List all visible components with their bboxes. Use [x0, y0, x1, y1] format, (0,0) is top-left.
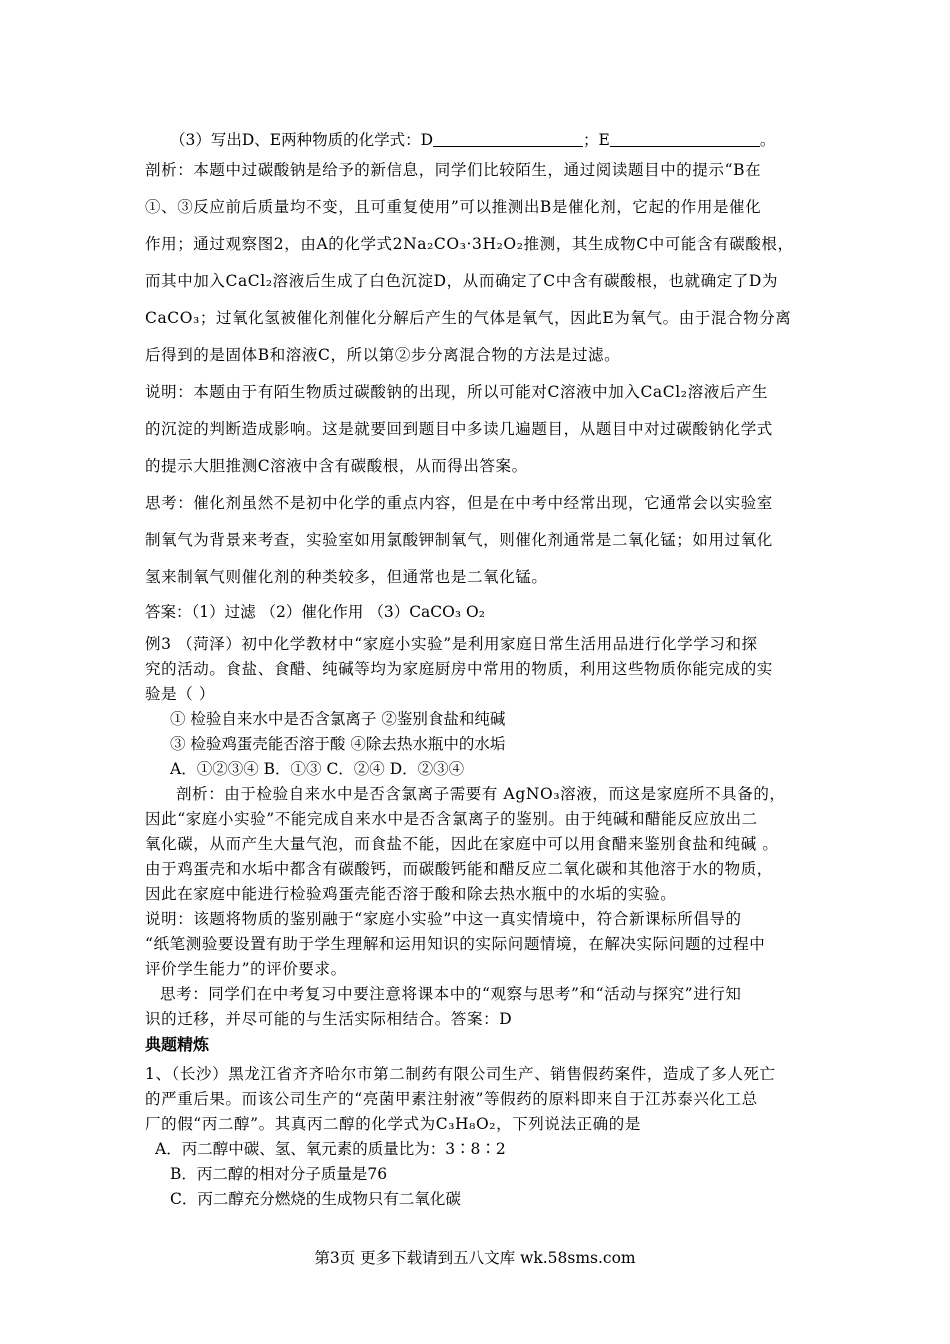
text-line: 验是（ ）	[145, 685, 215, 703]
text-line: CaCO₃；过氧化氢被催化剂催化分解后产生的气体是氧气，因此E为氧气。由于混合物分离	[145, 309, 792, 327]
question-3-sep: ；E	[583, 131, 610, 149]
example-3-item: ③ 检验鸡蛋壳能否溶于酸 ④除去热水瓶中的水垢	[170, 735, 506, 753]
example-3-item: ① 检验自来水中是否含氯离子 ②鉴别食盐和纯碱	[170, 710, 506, 728]
example-3-options: A．①②③④ B．①③ C．②④ D．②③④	[170, 760, 465, 778]
text-line: 说明：该题将物质的鉴别融于“家庭小实验”中这一真实情境中，符合新课标所倡导的	[145, 910, 742, 928]
option-c: C．丙二醇充分燃烧的生成物只有二氧化碳	[170, 1190, 461, 1208]
text-line: 识的迁移，并尽可能的与生活实际相结合。答案：D	[145, 1010, 513, 1028]
text-line: 制氧气为背景来考查，实验室如用氯酸钾制氧气，则催化剂通常是二氧化锰；如用过氧化	[145, 531, 773, 549]
answer-blank-d	[433, 130, 583, 147]
page-footer: 第3页 更多下载请到五八文库 wk.58sms.com	[314, 1249, 636, 1267]
question-3-prefix: （3）写出D、E两种物质的化学式：D	[170, 131, 434, 149]
text-line: 厂的假“丙二醇”。其真丙二醇的化学式为C₃H₈O₂，下列说法正确的是	[145, 1115, 641, 1133]
text-line: 作用；通过观察图2，由A的化学式2Na₂CO₃·3H₂O₂推测，其生成物C中可能含有碳酸根，	[145, 235, 794, 253]
text-line: 氢来制氧气则催化剂的种类较多，但通常也是二氧化锰。	[145, 568, 548, 586]
option-b: B．丙二醇的相对分子质量是76	[170, 1165, 388, 1183]
text-line: 说明：本题由于有陌生物质过碳酸钠的出现，所以可能对C溶液中加入CaCl₂溶液后产生	[145, 383, 769, 401]
text-line: 氧化碳，从而产生大量气泡，而食盐不能，因此在家庭中可以用食醋来鉴别食盐和纯碱 。	[145, 835, 779, 853]
answer-blank-e	[610, 130, 760, 147]
option-a: A．丙二醇中碳、氢、氧元素的质量比为：3∶8∶2	[155, 1140, 506, 1158]
text-line: 剖析：本题中过碳酸钠是给予的新信息，同学们比较陌生，通过阅读题目中的提示“B在	[145, 161, 762, 179]
text-line: 思考：催化剂虽然不是初中化学的重点内容，但是在中考中经常出现，它通常会以实验室	[145, 494, 773, 512]
text-line: 后得到的是固体B和溶液C，所以第②步分离混合物的方法是过滤。	[145, 346, 621, 364]
text-line: 而其中加入CaCl₂溶液后生成了白色沉淀D，从而确定了C中含有碳酸根，也就确定了D为	[145, 272, 779, 290]
text-line: 究的活动。食盐、食醋、纯碱等均为家庭厨房中常用的物质，利用这些物质你能完成的实	[145, 660, 773, 678]
section-title: 典题精炼	[145, 1035, 210, 1054]
text-line: 思考：同学们在中考复习中要注意将课本中的“观察与思考”和“活动与探究”进行知	[160, 985, 742, 1003]
question-3-end: 。	[759, 131, 776, 149]
text-line: ①、③反应前后质量均不变，且可重复使用”可以推测出B是催化剂，它起的作用是催化	[145, 198, 762, 216]
text-line: 因此“家庭小实验”不能完成自来水中是否含氯离子的鉴别。由于纯碱和醋能反应放出二	[145, 810, 758, 828]
text-line: 的提示大胆推测C溶液中含有碳酸根，从而得出答案。	[145, 457, 528, 475]
text-line: 评价学生能力”的评价要求。	[145, 960, 347, 978]
text-line: 由于鸡蛋壳和水垢中都含有碳酸钙，而碳酸钙能和醋反应二氧化碳和其他溶于水的物质，	[145, 860, 773, 878]
answer-line-1: 答案：（1）过滤 （2）催化作用 （3）CaCO₃ O₂	[145, 603, 485, 621]
text-line: 剖析：由于检验自来水中是否含氯离子需要有 AgNO₃溶液，而这是家庭所不具备的，	[176, 785, 786, 803]
text-line: 1、（长沙）黑龙江省齐齐哈尔市第二制药有限公司生产、销售假药案件，造成了多人死亡	[145, 1065, 776, 1083]
text-line: 的沉淀的判断造成影响。这是就要回到题目中多读几遍题目，从题目中对过碳酸钠化学式	[145, 420, 773, 438]
text-line: 例3 （菏泽）初中化学教材中“家庭小实验”是利用家庭日常生活用品进行化学学习和探	[145, 635, 758, 653]
text-line: 的严重后果。而该公司生产的“亮菌甲素注射液”等假药的原料即来自于江苏泰兴化工总	[145, 1090, 758, 1108]
question-3-line	[170, 128, 775, 150]
text-line: “纸笔测验要设置有助于学生理解和运用知识的实际问题情境，在解决实际问题的过程中	[145, 935, 766, 953]
text-line: 因此在家庭中能进行检验鸡蛋壳能否溶于酸和除去热水瓶中的水垢的实验。	[145, 885, 677, 903]
